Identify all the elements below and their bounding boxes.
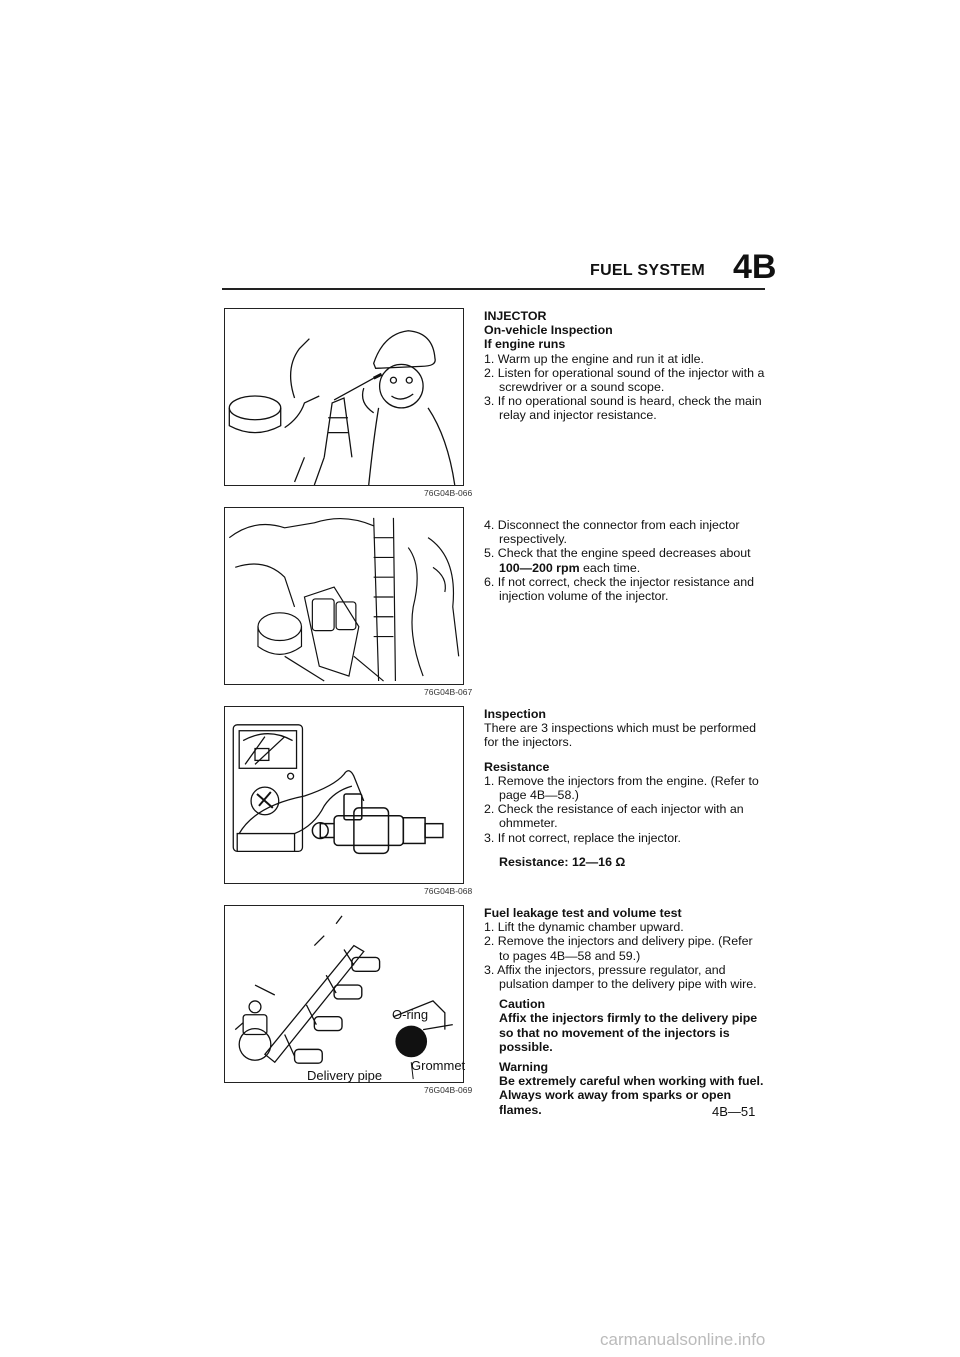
- figure-caption: 76G04B-066: [424, 488, 473, 498]
- step-item: [484, 546, 766, 574]
- step5-text: 5. Check that the engine speed decreases about: [484, 546, 751, 561]
- section-inspection: [484, 707, 766, 869]
- figure-caption: 76G04B-067: [424, 687, 473, 697]
- section-code: 4B: [733, 248, 777, 286]
- step-item: 2. Check the resistance of each injector with an ohmmeter.: [484, 802, 744, 831]
- label-grommet: Grommet: [411, 1058, 466, 1073]
- mechanic-illustration: [225, 309, 463, 485]
- rpm-spec: 100—200 rpm: [499, 560, 580, 575]
- heading-injector: INJECTOR: [484, 309, 547, 323]
- delivery-pipe-illustration: [225, 906, 466, 1082]
- inspection-intro: There are 3 inspections which must be performed for the injectors.: [484, 721, 757, 750]
- step-item: 2. Remove the injectors and delivery pipe. (Refer to pages 4B—58 and 59.): [484, 934, 753, 963]
- heading-if-engine-runs: If engine runs: [484, 337, 566, 352]
- caution-text: Affix the injectors firmly to the delivery pipe so that no movement of the injectors is possible.: [499, 1011, 758, 1054]
- heading-fuel-leakage: Fuel leakage test and volume test: [484, 906, 682, 920]
- resistance-spec: Resistance: 12—16 Ω: [499, 854, 626, 869]
- ohmmeter-illustration: [225, 707, 463, 883]
- warning-title: Warning: [499, 1060, 549, 1075]
- warning-text: Be extremely careful when working with fuel. Always work away from sparks or open flames.: [499, 1074, 764, 1117]
- header-rule: [222, 288, 765, 290]
- page-number: 4B—51: [712, 1104, 756, 1119]
- step-item: 2. Listen for operational sound of the injector with a screwdriver or a sound scope.: [484, 365, 765, 395]
- section-fuel-leakage: [484, 906, 766, 1117]
- heading-resistance: Resistance: [484, 759, 550, 774]
- step-item: 3. If not correct, replace the injector.: [484, 830, 681, 845]
- step-item: 1. Remove the injectors from the engine. (Refer to page 4B—58.): [484, 773, 759, 803]
- label-o-ring: O-ring: [392, 1007, 429, 1022]
- figure-ohmmeter-injector: [224, 706, 464, 884]
- figure-mechanic-listening: [224, 308, 464, 486]
- step-item: 3. Affix the injectors, pressure regulator, and pulsation damper to the delivery pipe with wire.: [484, 962, 757, 992]
- engine-illustration: [225, 508, 463, 684]
- step-item: 3. If no operational sound is heard, check the main relay and injector resistance.: [484, 394, 762, 423]
- label-delivery-pipe: Delivery pipe: [307, 1068, 383, 1083]
- section-title: FUEL SYSTEM: [590, 262, 706, 279]
- step5-suffix: each time.: [579, 560, 641, 575]
- caution-title: Caution: [499, 997, 546, 1012]
- figure-caption: 76G04B-068: [424, 886, 473, 896]
- step-item: 1. Lift the dynamic chamber upward.: [484, 920, 684, 935]
- figure-delivery-pipe: [224, 905, 464, 1083]
- heading-on-vehicle-inspection: On-vehicle Inspection: [484, 323, 613, 338]
- step-item: 6. If not correct, check the injector resistance and injection volume of the injector.: [484, 574, 754, 604]
- heading-inspection: Inspection: [484, 707, 546, 721]
- section-injector: [484, 309, 766, 423]
- figure-engine-connectors: [224, 507, 464, 685]
- section-disconnect-test: [484, 518, 766, 603]
- figure-caption: 76G04B-069: [424, 1085, 473, 1095]
- watermark: carmanualsonline.info: [600, 1330, 766, 1349]
- step-item: 1. Warm up the engine and run it at idle.: [484, 351, 704, 366]
- step-item: 4. Disconnect the connector from each injector respectively.: [484, 518, 740, 547]
